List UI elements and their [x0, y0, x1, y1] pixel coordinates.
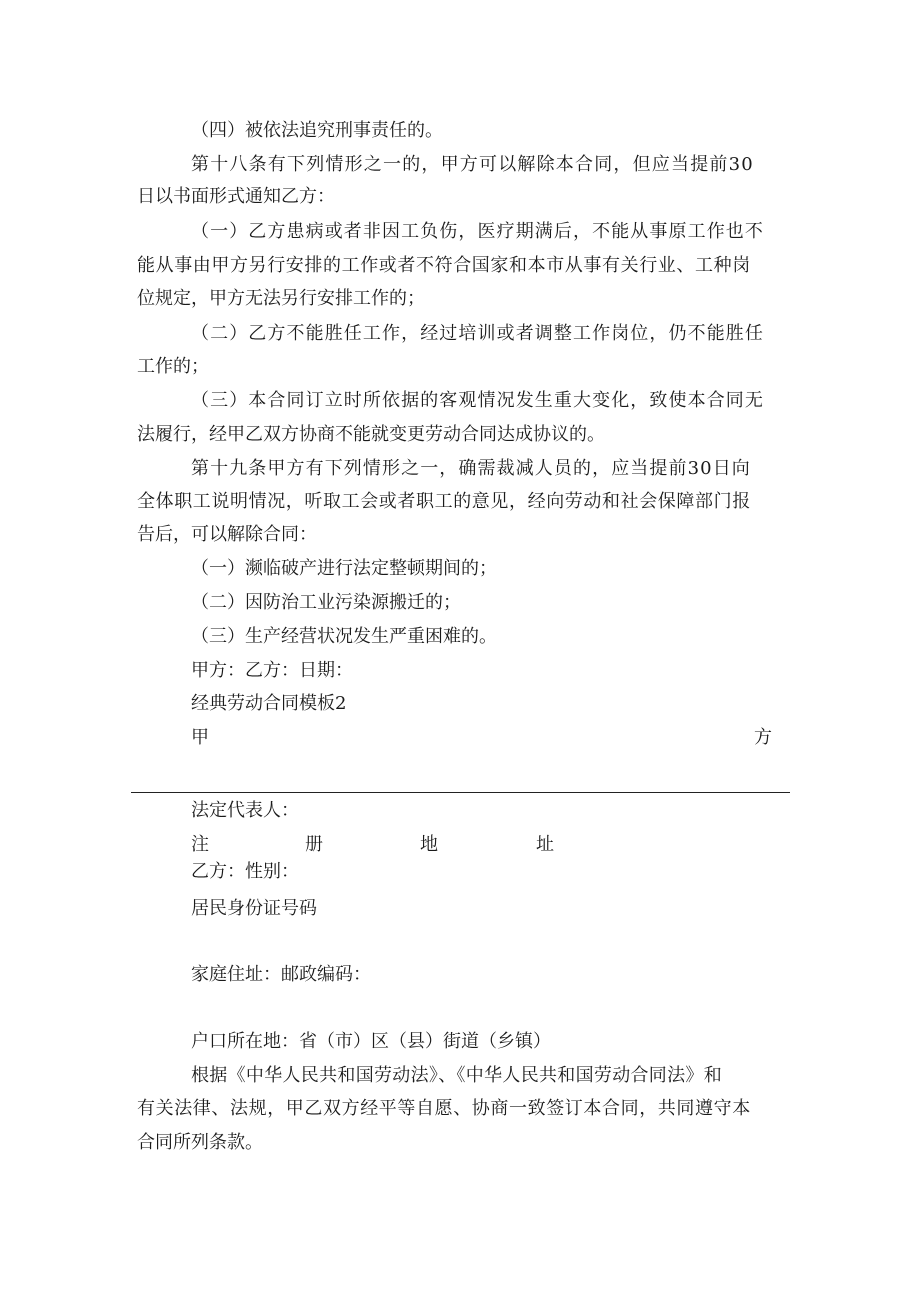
article-18-item-1-line-3: 位规定，甲方无法另行安排工作的； — [137, 288, 425, 309]
article-18-item-2-line-2: 工作的； — [137, 356, 209, 377]
article-19-item-3: （三）生产经营状况发生严重困难的。 — [191, 626, 497, 647]
template-title: 经典劳动合同模板2 — [191, 693, 347, 714]
article-19-line-3: 告后，可以解除合同： — [137, 524, 317, 545]
hukou-label: 户口所在地：省（市）区（县）街道（乡镇） — [191, 1031, 551, 1052]
article-18-line-1: 第十八条有下列情形之一的，甲方可以解除本合同，但应当提前30 — [191, 154, 754, 175]
basis-line-1: 根据《中华人民共和国劳动法》、《中华人民共和国劳动合同法》和 — [191, 1065, 722, 1086]
signature-line: 甲方：乙方：日期： — [191, 660, 353, 681]
article-19-line-2: 全体职工说明情况，听取工会或者职工的意见，经向劳动和社会保障部门报 — [137, 491, 751, 512]
article-18-item-2-line-1: （二）乙方不能胜任工作，经过培训或者调整工作岗位，仍不能胜任 — [191, 323, 764, 344]
party-a-label-right: 方 — [754, 727, 772, 748]
clause-item-4: （四）被依法追究刑事责任的。 — [191, 120, 443, 141]
article-19-line-1: 第十九条甲方有下列情形之一，确需裁减人员的，应当提前30日向 — [191, 458, 751, 479]
article-18-item-1-line-1: （一）乙方患病或者非因工负伤，医疗期满后，不能从事原工作也不 — [191, 221, 764, 242]
party-a-label-left: 甲 — [191, 727, 209, 748]
article-18-line-2: 日以书面形式通知乙方： — [137, 186, 335, 207]
article-19-item-2: （二）因防治工业污染源搬迁的； — [191, 592, 461, 613]
registered-address-char-3: 地 — [420, 834, 438, 855]
home-address-label: 家庭住址：邮政编码： — [191, 964, 371, 985]
registered-address-char-2: 册 — [305, 834, 323, 855]
article-18-item-3-line-1: （三）本合同订立时所依据的客观情况发生重大变化，致使本合同无 — [191, 390, 764, 411]
article-19-item-1: （一）濒临破产进行法定整顿期间的； — [191, 558, 497, 579]
article-18-item-1-line-2: 能从事由甲方另行安排的工作或者不符合国家和本市从事有关行业、工种岗 — [137, 255, 751, 276]
registered-address-char-4: 址 — [536, 834, 554, 855]
basis-line-3: 合同所列条款。 — [137, 1132, 263, 1153]
basis-line-2: 有关法律、法规，甲乙双方经平等自愿、协商一致签订本合同，共同遵守本 — [137, 1098, 751, 1119]
party-b-gender-label: 乙方：性别： — [191, 861, 299, 882]
registered-address-char-1: 注 — [191, 834, 209, 855]
legal-representative-label: 法定代表人： — [191, 800, 299, 821]
id-number-label: 居民身份证号码 — [191, 898, 317, 919]
divider-line — [131, 792, 790, 793]
article-18-item-3-line-2: 法履行，经甲乙双方协商不能就变更劳动合同达成协议的。 — [137, 424, 605, 445]
